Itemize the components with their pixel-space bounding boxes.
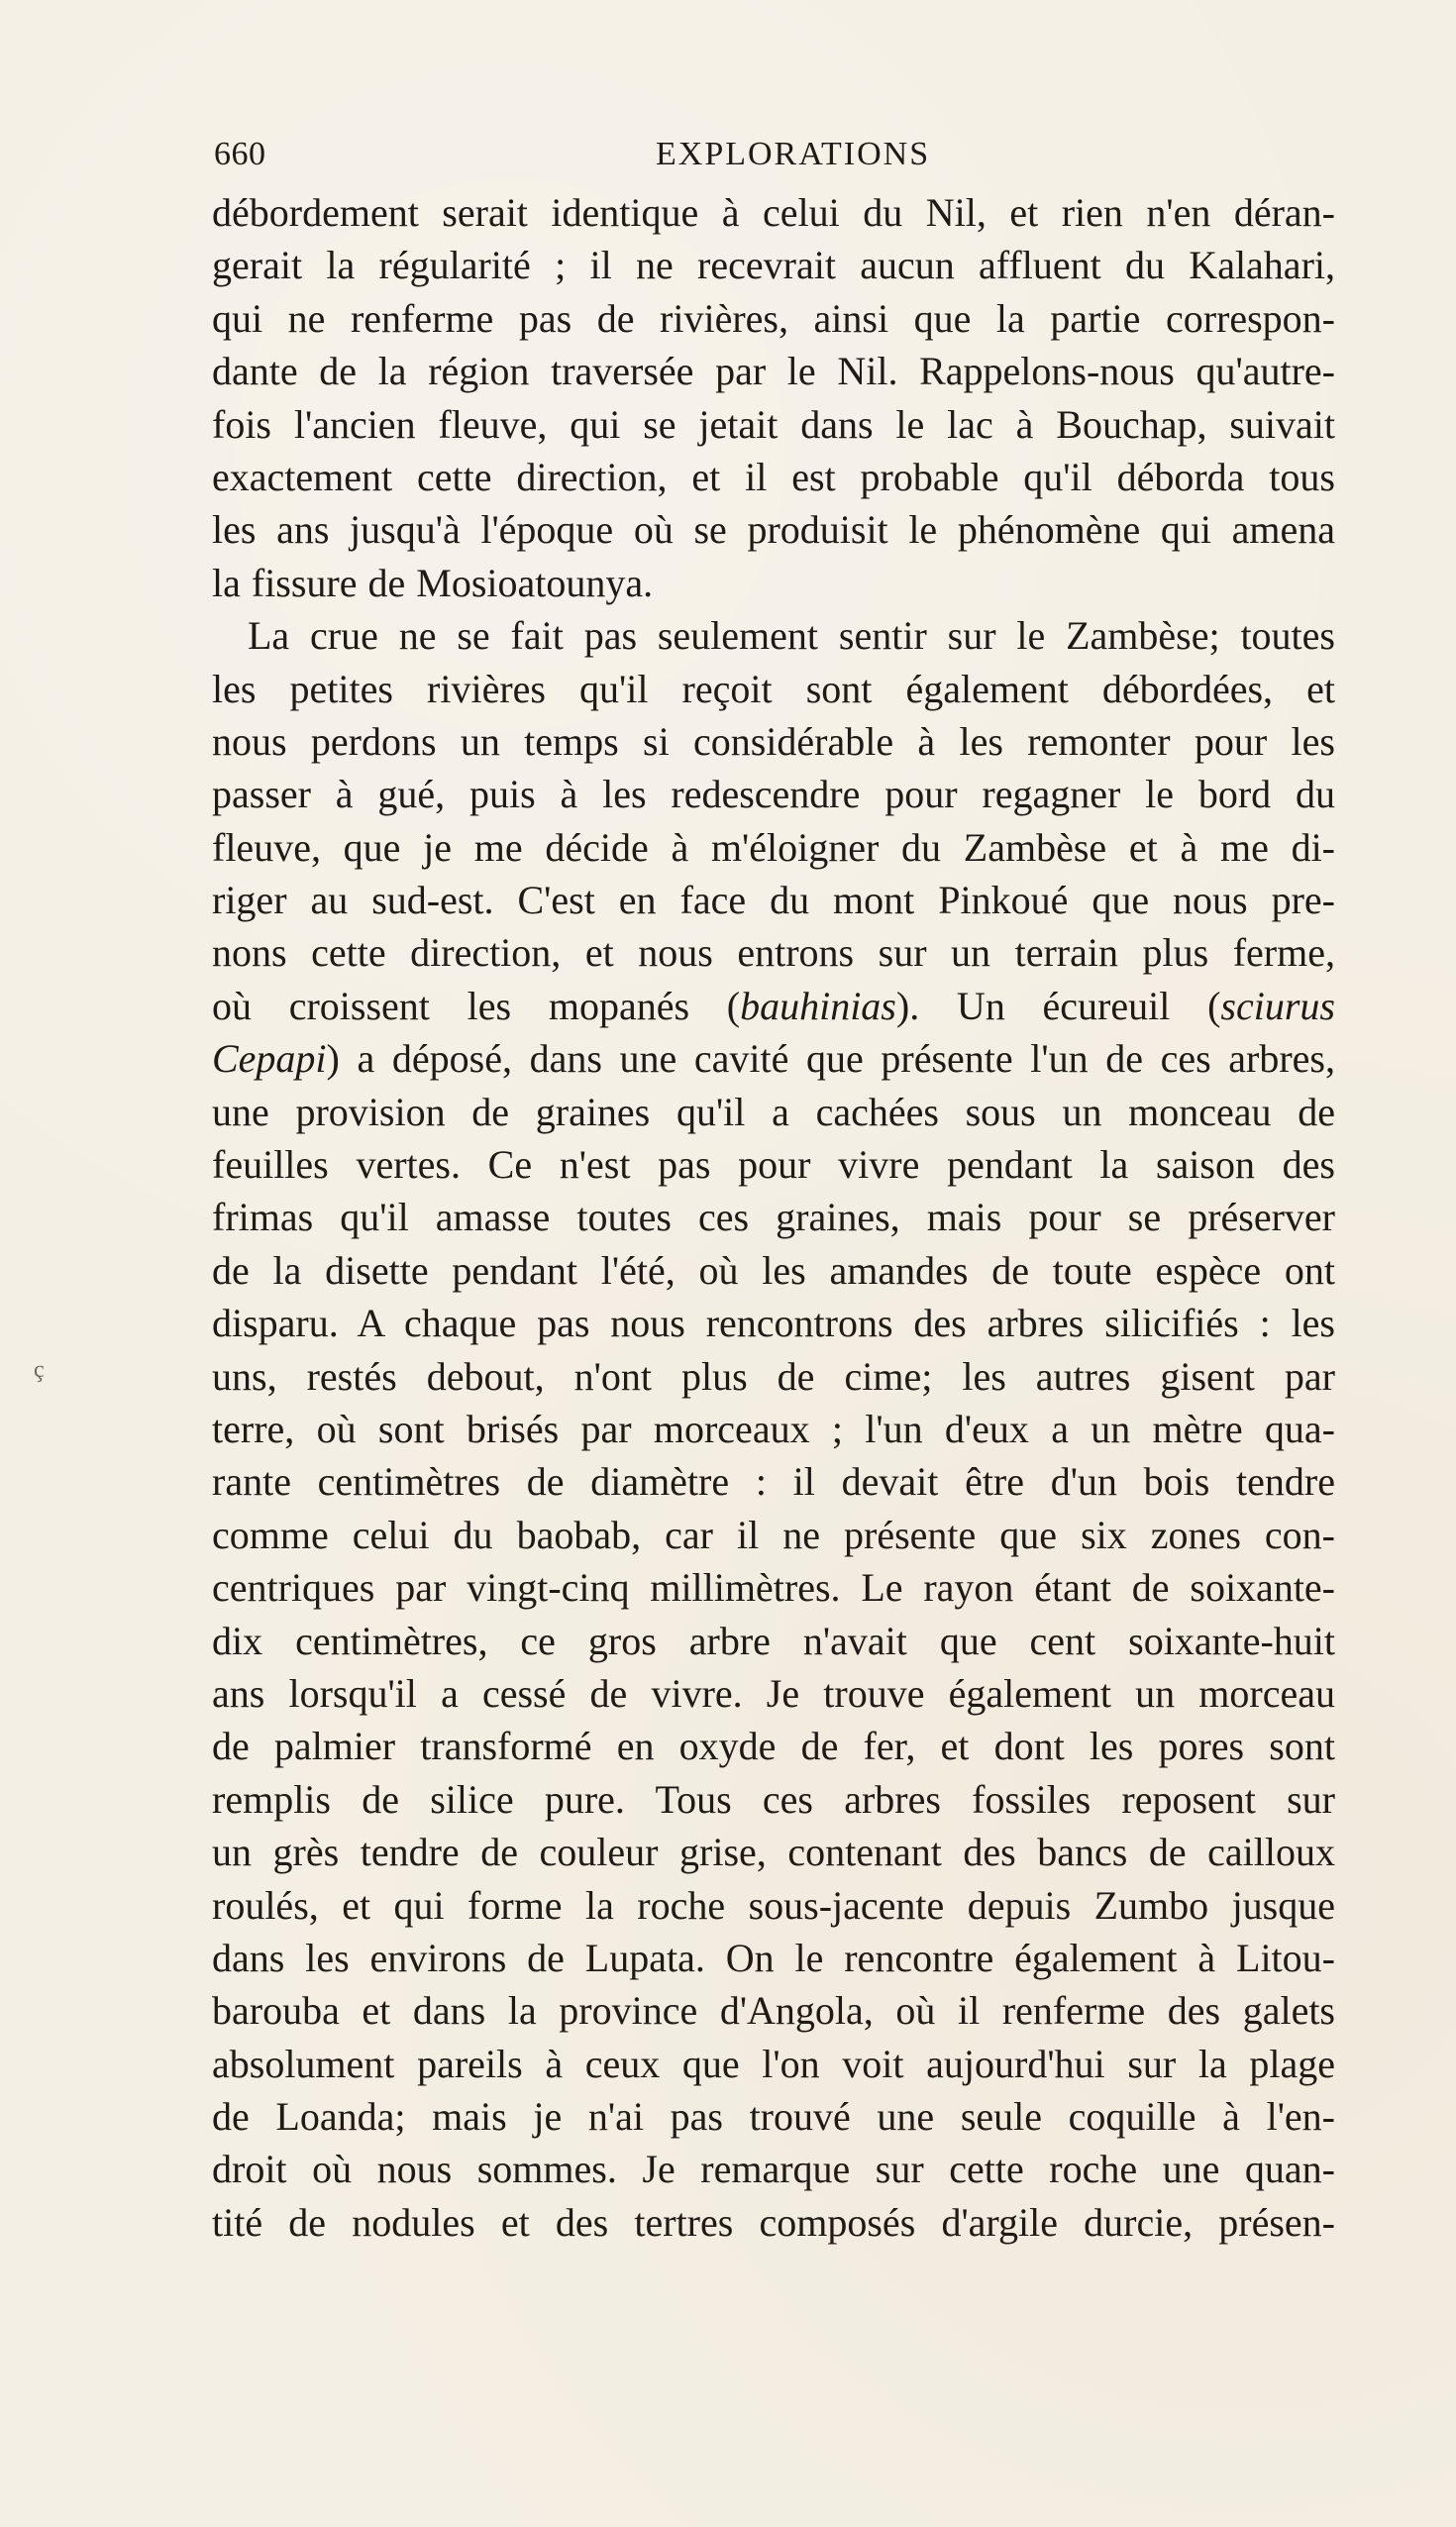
text-line: remplis de silice pure. Tous ces arbres fossiles reposent sur <box>212 1776 1335 1822</box>
text-line: dans les environs de Lupata. On le rencontre également à Litou- <box>212 1935 1335 1980</box>
text-line: de la disette pendant l'été, où les amandes de toute espèce ont <box>212 1247 1335 1293</box>
text-line: de Loanda; mais je n'ai pas trouvé une seule coquille à l'en- <box>212 2094 1335 2140</box>
text-line: droit où nous sommes. Je remarque sur cette roche une quan- <box>212 2147 1335 2192</box>
text-line: nons cette direction, et nous entrons sur un terrain plus ferme, <box>212 930 1335 976</box>
text-line: comme celui du baobab, car il ne présente que six zones con- <box>212 1512 1335 1557</box>
text-line: exactement cette direction, et il est probable qu'il déborda tous <box>212 454 1335 499</box>
text-line: uns, restés debout, n'ont plus de cime; les autres gisent par <box>212 1353 1335 1399</box>
italic-term: bauhinias <box>740 983 896 1028</box>
text-line: les ans jusqu'à l'époque où se produisit le phénomène qui amena <box>212 507 1335 553</box>
text-line: disparu. A chaque pas nous rencontrons des arbres silicifiés : les <box>212 1301 1335 1346</box>
text-line: rante centimètres de diamètre : il devait être d'un bois tendre <box>212 1459 1335 1505</box>
text-line: une provision de graines qu'il a cachées sous un monceau de <box>212 1089 1335 1134</box>
text-line: terre, où sont brisés par morceaux ; l'un d'eux a un mètre qua- <box>212 1406 1335 1451</box>
text-line: de palmier transformé en oxyde de fer, et dont les pores sont <box>212 1724 1335 1769</box>
italic-term: Cepapi <box>212 1036 327 1082</box>
italic-term: sciurus <box>1220 983 1335 1028</box>
text-line: absolument pareils à ceux que l'on voit aujourd'hui sur la plage <box>212 2041 1335 2086</box>
text-fragment: ). Un écureuil ( <box>895 983 1221 1028</box>
text-line: la fissure de Mosioatounya. <box>212 560 654 605</box>
text-line: frimas qu'il amasse toutes ces graines, mais pour se préserver <box>212 1195 1335 1240</box>
text-line: barouba et dans la province d'Angola, où il renferme des galets <box>212 1988 1335 2034</box>
text-line: un grès tendre de couleur grise, contenant des bancs de cailloux <box>212 1830 1335 1875</box>
text-line: débordement serait identique à celui du Nil, et rien n'en déran- <box>212 190 1335 235</box>
text-line: passer à gué, puis à les redescendre pour regagner le bord du <box>212 772 1335 817</box>
text-line: nous perdons un temps si considérable à les remonter pour les <box>212 718 1335 764</box>
text-fragment: où croissent les mopanés ( <box>212 983 741 1028</box>
text-line: tité de nodules et des tertres composés d'argile durcie, présen- <box>212 2199 1335 2245</box>
text-line: ans lorsqu'il a cessé de vivre. Je trouve également un morceau <box>212 1670 1335 1716</box>
text-line: dix centimètres, ce gros arbre n'avait que cent soixante-huit <box>212 1618 1335 1663</box>
text-line-mixed <box>212 980 1335 1032</box>
body-text <box>212 186 1335 2249</box>
text-line: La crue ne se fait pas seulement sentir sur le Zambèse; toutes <box>248 613 1335 659</box>
text-line: roulés, et qui forme la roche sous-jacente depuis Zumbo jusque <box>212 1882 1335 1928</box>
text-line: fleuve, que je me décide à m'éloigner du Zambèse et à me di- <box>212 824 1335 870</box>
text-line: qui ne renferme pas de rivières, ainsi que la partie correspon- <box>212 295 1335 341</box>
page-number: 660 <box>214 136 266 172</box>
text-line: feuilles vertes. Ce n'est pas pour vivre pendant la saison des <box>212 1142 1335 1188</box>
page-header <box>214 131 1335 178</box>
text-line: centriques par vingt-cinq millimètres. Le rayon étant de soixante- <box>212 1565 1335 1611</box>
margin-mark: ç <box>34 1357 45 1383</box>
text-line: les petites rivières qu'il reçoit sont également débordées, et <box>212 666 1335 711</box>
text-line: fois l'ancien fleuve, qui se jetait dans le lac à Bouchap, suivait <box>212 401 1335 447</box>
text-line-mixed <box>212 1032 1335 1085</box>
text-line: dante de la région traversée par le Nil. Rappelons-nous qu'autre- <box>212 349 1335 394</box>
text-line: gerait la régularité ; il ne recevrait aucun affluent du Kalahari, <box>212 243 1335 288</box>
text-fragment: ) a déposé, dans une cavité que présente l'un de ces arbres, <box>326 1036 1335 1082</box>
running-head: EXPLORATIONS <box>656 136 931 172</box>
text-line: riger au sud-est. C'est en face du mont Pinkoué que nous pre- <box>212 878 1335 923</box>
